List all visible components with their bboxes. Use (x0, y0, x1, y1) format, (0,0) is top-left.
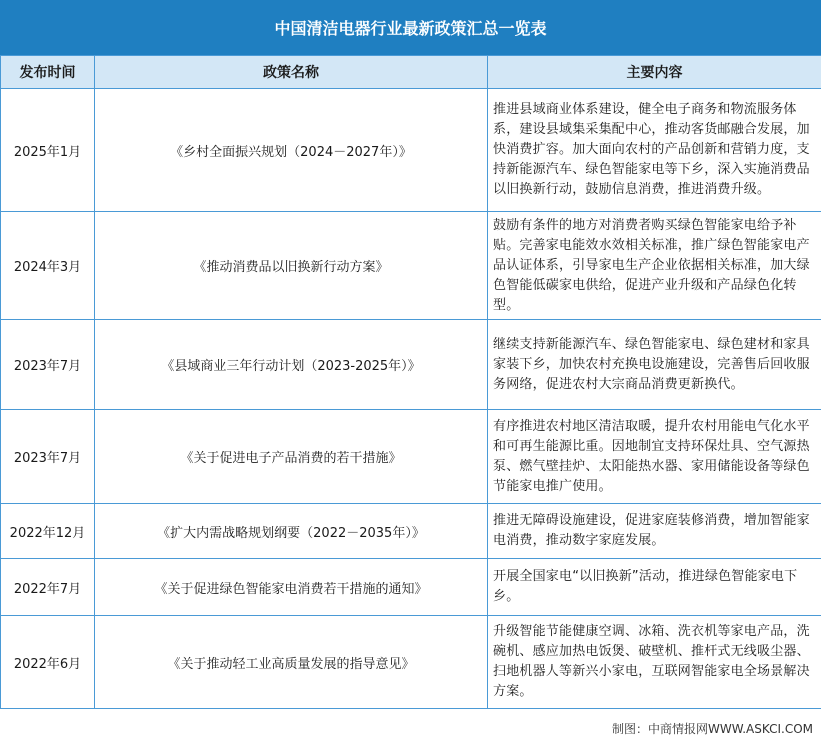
table-row (1, 504, 821, 559)
row-date: 2022年12月 (1, 504, 95, 559)
row-content: 推进县域商业体系建设，健全电子商务和物流服务体系，建设县域集采集配中心，推动客货邮融合发展，加快消费扩容。加大面向农村的产品创新和营销力度，支持新能源汽车、绿色智能家电等下乡，深入实施消费品以旧换新行动，鼓励信息消费，推进消费升级。 (488, 89, 821, 212)
header-content: 主要内容 (488, 56, 821, 89)
table-row (1, 89, 821, 212)
table-row (1, 212, 821, 320)
row-policy-name: 《关于促进电子产品消费的若干措施》 (95, 410, 488, 504)
policy-table (0, 55, 821, 709)
row-date: 2022年7月 (1, 559, 95, 616)
header-row (1, 56, 821, 89)
row-policy-name: 《关于促进绿色智能家电消费若干措施的通知》 (95, 559, 488, 616)
row-policy-name: 《推动消费品以旧换新行动方案》 (95, 212, 488, 320)
row-date: 2025年1月 (1, 89, 95, 212)
row-policy-name: 《关于推动轻工业高质量发展的指导意见》 (95, 616, 488, 709)
row-date: 2023年7月 (1, 320, 95, 410)
row-content: 升级智能节能健康空调、冰箱、洗衣机等家电产品，洗碗机、感应加热电饭煲、破壁机、推杆式无线吸尘器、扫地机器人等新兴小家电，互联网智能家电全场景解决方案。 (488, 616, 821, 709)
row-content: 开展全国家电“以旧换新”活动，推进绿色智能家电下乡。 (488, 559, 821, 616)
header-date: 发布时间 (1, 56, 95, 89)
row-date: 2022年6月 (1, 616, 95, 709)
row-content: 推进无障碍设施建设，促进家庭装修消费，增加智能家电消费，推动数字家庭发展。 (488, 504, 821, 559)
row-policy-name: 《县域商业三年行动计划（2023-2025年）》 (95, 320, 488, 410)
row-date: 2024年3月 (1, 212, 95, 320)
row-content: 有序推进农村地区清洁取暖，提升农村用能电气化水平和可再生能源比重。因地制宜支持环保灶具、空气源热泵、燃气壁挂炉、太阳能热水器、家用储能设备等绿色节能家电推广使用。 (488, 410, 821, 504)
header-name: 政策名称 (95, 56, 488, 89)
source-credit: 制图：中商情报网WWW.ASKCI.COM (612, 722, 813, 736)
table-row (1, 320, 821, 410)
table-row (1, 616, 821, 709)
row-content: 继续支持新能源汽车、绿色智能家电、绿色建材和家具家装下乡，加快农村充换电设施建设，完善售后回收服务网络，促进农村大宗商品消费更新换代。 (488, 320, 821, 410)
row-date: 2023年7月 (1, 410, 95, 504)
row-content: 鼓励有条件的地方对消费者购买绿色智能家电给予补贴。完善家电能效水效相关标准，推广绿色智能家电产品认证体系，引导家电生产企业依据相关标准，加大绿色智能低碳家电供给，促进产业升级和产品绿色化转型。 (488, 212, 821, 320)
table-row (1, 410, 821, 504)
table-row (1, 559, 821, 616)
table-title: 中国清洁电器行业最新政策汇总一览表 (0, 0, 821, 55)
row-policy-name: 《乡村全面振兴规划（2024－2027年）》 (95, 89, 488, 212)
row-policy-name: 《扩大内需战略规划纲要（2022－2035年）》 (95, 504, 488, 559)
